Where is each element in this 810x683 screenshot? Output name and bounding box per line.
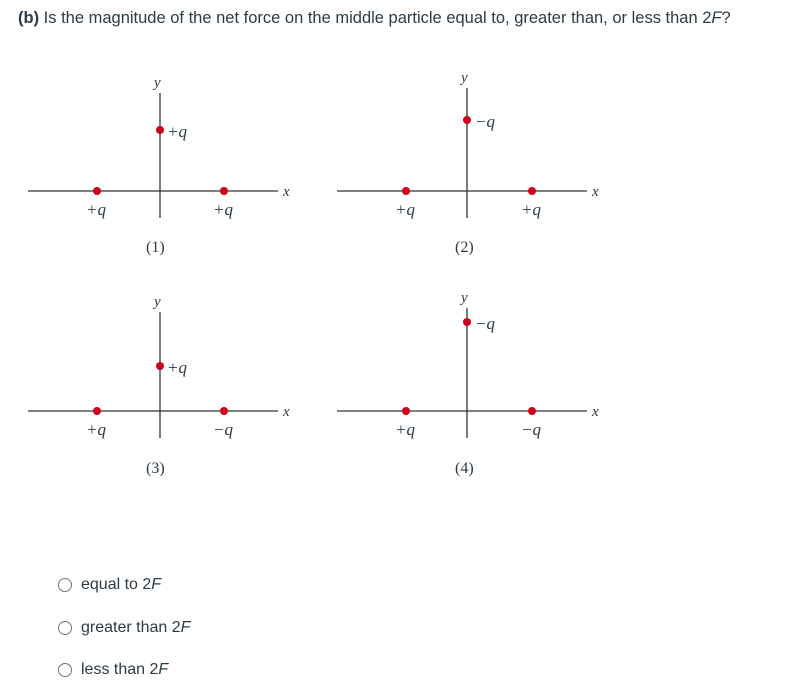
particle-left xyxy=(402,407,410,415)
charge-left-label: +q xyxy=(86,420,106,439)
y-axis-label: y xyxy=(154,75,161,91)
question-part: (b) xyxy=(18,9,40,27)
particle-left xyxy=(93,407,101,415)
diagram-1 xyxy=(28,75,290,256)
option-label: equal to 2F xyxy=(81,576,162,593)
charge-top-label: −q xyxy=(475,314,495,333)
charge-left-label: +q xyxy=(86,200,106,219)
x-axis-label: x xyxy=(592,184,599,200)
particle-top xyxy=(156,126,164,134)
x-axis-label: x xyxy=(283,184,290,200)
x-axis-label: x xyxy=(283,404,290,420)
particle-top xyxy=(463,318,471,326)
particle-right xyxy=(528,187,536,195)
particle-top xyxy=(156,362,164,370)
option-less[interactable] xyxy=(58,661,168,679)
particle-top xyxy=(463,116,471,124)
charge-right-label: −q xyxy=(213,420,233,439)
option-label: greater than 2F xyxy=(81,619,191,636)
diagram-label: (2) xyxy=(455,239,474,256)
diagram-2 xyxy=(337,70,599,256)
charge-top-label: +q xyxy=(167,358,187,377)
radio-button[interactable] xyxy=(58,578,72,592)
charge-left-label: +q xyxy=(395,420,415,439)
particle-right xyxy=(220,407,228,415)
particle-left xyxy=(402,187,410,195)
particle-left xyxy=(93,187,101,195)
diagram-label: (3) xyxy=(146,460,165,477)
radio-button[interactable] xyxy=(58,663,72,677)
question-variable: F xyxy=(711,9,722,27)
diagram-4 xyxy=(337,290,599,477)
charge-right-label: +q xyxy=(521,200,541,219)
particle-right xyxy=(220,187,228,195)
option-label: less than 2F xyxy=(81,661,169,678)
y-axis-label: y xyxy=(461,290,468,306)
question-body: Is the magnitude of the net force on the middle particle equal to, greater than, or less than 2 xyxy=(39,9,712,27)
y-axis-label: y xyxy=(154,294,161,310)
charge-top-label: −q xyxy=(475,112,495,131)
charge-left-label: +q xyxy=(395,200,415,219)
diagram-3 xyxy=(28,294,290,477)
question-end: ? xyxy=(721,9,731,27)
charge-top-label: +q xyxy=(167,122,187,141)
y-axis-label: y xyxy=(461,70,468,86)
option-equal[interactable] xyxy=(58,576,161,594)
option-greater[interactable] xyxy=(58,619,190,637)
particle-right xyxy=(528,407,536,415)
radio-button[interactable] xyxy=(58,621,72,635)
charge-right-label: +q xyxy=(213,200,233,219)
diagram-label: (1) xyxy=(146,239,165,256)
diagram-label: (4) xyxy=(455,460,474,477)
charge-right-label: −q xyxy=(521,420,541,439)
x-axis-label: x xyxy=(592,404,599,420)
